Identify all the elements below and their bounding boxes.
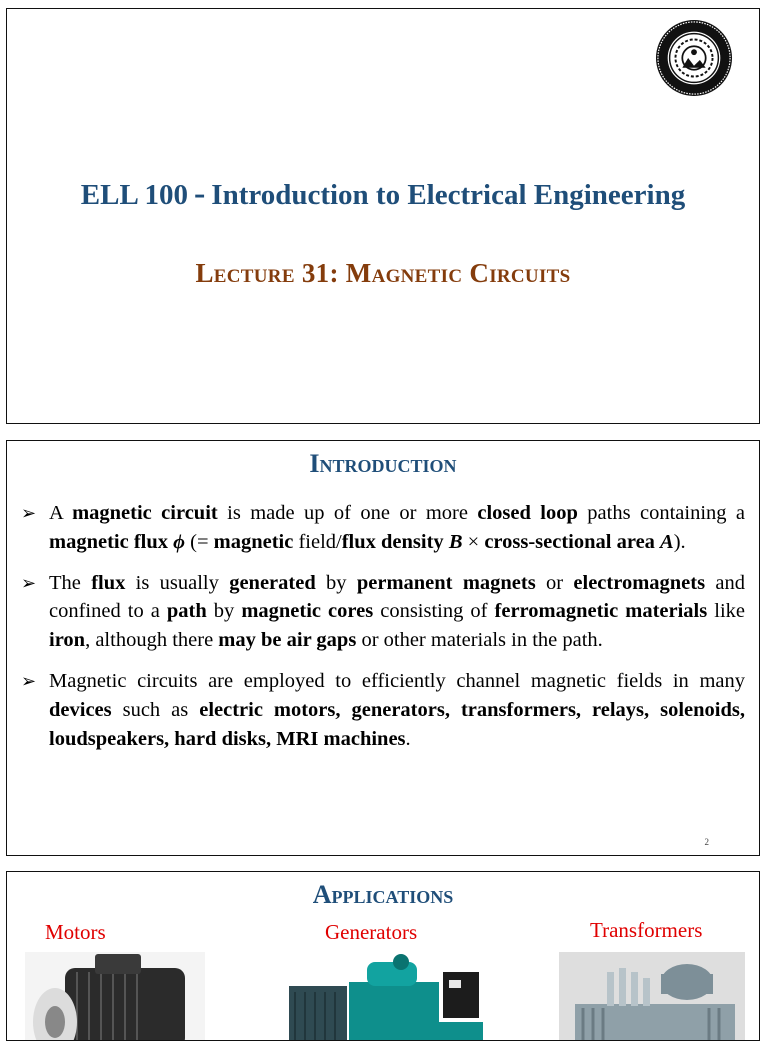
introduction-bullet bbox=[21, 499, 745, 557]
iit-delhi-logo bbox=[655, 19, 733, 97]
bold-term: closed loop bbox=[477, 502, 578, 524]
title-slide bbox=[6, 8, 760, 424]
bullet-text: like bbox=[707, 600, 745, 623]
introduction-bullet-list bbox=[21, 499, 745, 765]
bold-term: generated bbox=[229, 571, 316, 594]
bullet-text: A bbox=[49, 502, 73, 524]
bullet-text: The bbox=[49, 571, 92, 594]
lecture-title: Lecture 31: Magnetic Circuits bbox=[195, 258, 571, 288]
bold-term: path bbox=[166, 600, 207, 623]
bullet-text: ). bbox=[673, 530, 686, 553]
generators-label: Generators bbox=[325, 920, 418, 944]
course-code: ELL 100 bbox=[80, 179, 188, 211]
bold-term: iron bbox=[49, 629, 86, 652]
bullet-text: is usually bbox=[125, 571, 230, 594]
bullet-text: Magnetic circuits are employed to efficiently channel magnetic fields in many bbox=[49, 669, 745, 692]
bullet-text: (= bbox=[185, 530, 214, 553]
bullet-text: or bbox=[535, 571, 574, 594]
bold-term: ferromagnetic materials bbox=[494, 600, 708, 623]
applications-heading: Applications bbox=[312, 880, 454, 909]
introduction-bullet bbox=[21, 667, 745, 753]
bullet-text: consisting of bbox=[373, 600, 495, 623]
generator-image bbox=[283, 952, 487, 1041]
bullet-text: and confined to a bbox=[49, 571, 746, 623]
bold-term: ϕ bbox=[173, 530, 185, 553]
introduction-heading: Introduction bbox=[309, 449, 457, 478]
bullet-text: such as bbox=[111, 698, 200, 721]
title-dash: - bbox=[193, 175, 206, 212]
bullet-text: paths containing a bbox=[577, 502, 746, 524]
applications-slide bbox=[6, 871, 760, 1041]
bullet-text: is made up of one or more bbox=[217, 502, 478, 524]
bullet-text: × bbox=[462, 530, 485, 553]
bold-term: flux density bbox=[341, 530, 449, 553]
arrow-bullet-icon: ➢ bbox=[21, 503, 37, 523]
bullet-text: , although there bbox=[85, 629, 219, 652]
bold-term: cross-sectional area bbox=[484, 530, 661, 553]
course-title bbox=[7, 175, 759, 213]
bullet-text: by bbox=[206, 600, 242, 623]
bold-term: magnetic bbox=[213, 530, 294, 553]
bold-term: magnetic circuit bbox=[72, 502, 218, 524]
introduction-bullet bbox=[21, 569, 745, 655]
course-name: Introduction to Electrical Engineering bbox=[211, 179, 686, 211]
bold-term: may be air gaps bbox=[218, 629, 357, 652]
bold-term: electromagnets bbox=[573, 571, 706, 594]
motor-image bbox=[25, 952, 205, 1041]
arrow-bullet-icon: ➢ bbox=[21, 670, 37, 691]
bold-term: B bbox=[448, 530, 463, 553]
bold-term: flux bbox=[91, 571, 126, 594]
bold-term: A bbox=[660, 530, 674, 553]
bold-term: permanent magnets bbox=[356, 571, 536, 594]
introduction-slide bbox=[6, 440, 760, 856]
arrow-bullet-icon: ➢ bbox=[21, 572, 37, 593]
bold-term: electric motors, generators, transformers, relays, solenoids, loudspeakers, hard disks, MRI machines bbox=[49, 698, 746, 750]
bullet-text: or other materials in the path. bbox=[356, 629, 603, 652]
motors-label: Motors bbox=[45, 920, 106, 944]
bold-term: devices bbox=[49, 698, 112, 721]
bold-term: magnetic cores bbox=[241, 600, 374, 623]
bullet-text: by bbox=[315, 571, 357, 594]
bullet-text: . bbox=[405, 727, 411, 750]
page-number: 2 bbox=[704, 837, 709, 847]
transformer-image bbox=[559, 952, 745, 1041]
bold-term: magnetic flux bbox=[49, 530, 174, 553]
bullet-text: field/ bbox=[293, 530, 342, 553]
transformers-label: Transformers bbox=[590, 918, 703, 942]
